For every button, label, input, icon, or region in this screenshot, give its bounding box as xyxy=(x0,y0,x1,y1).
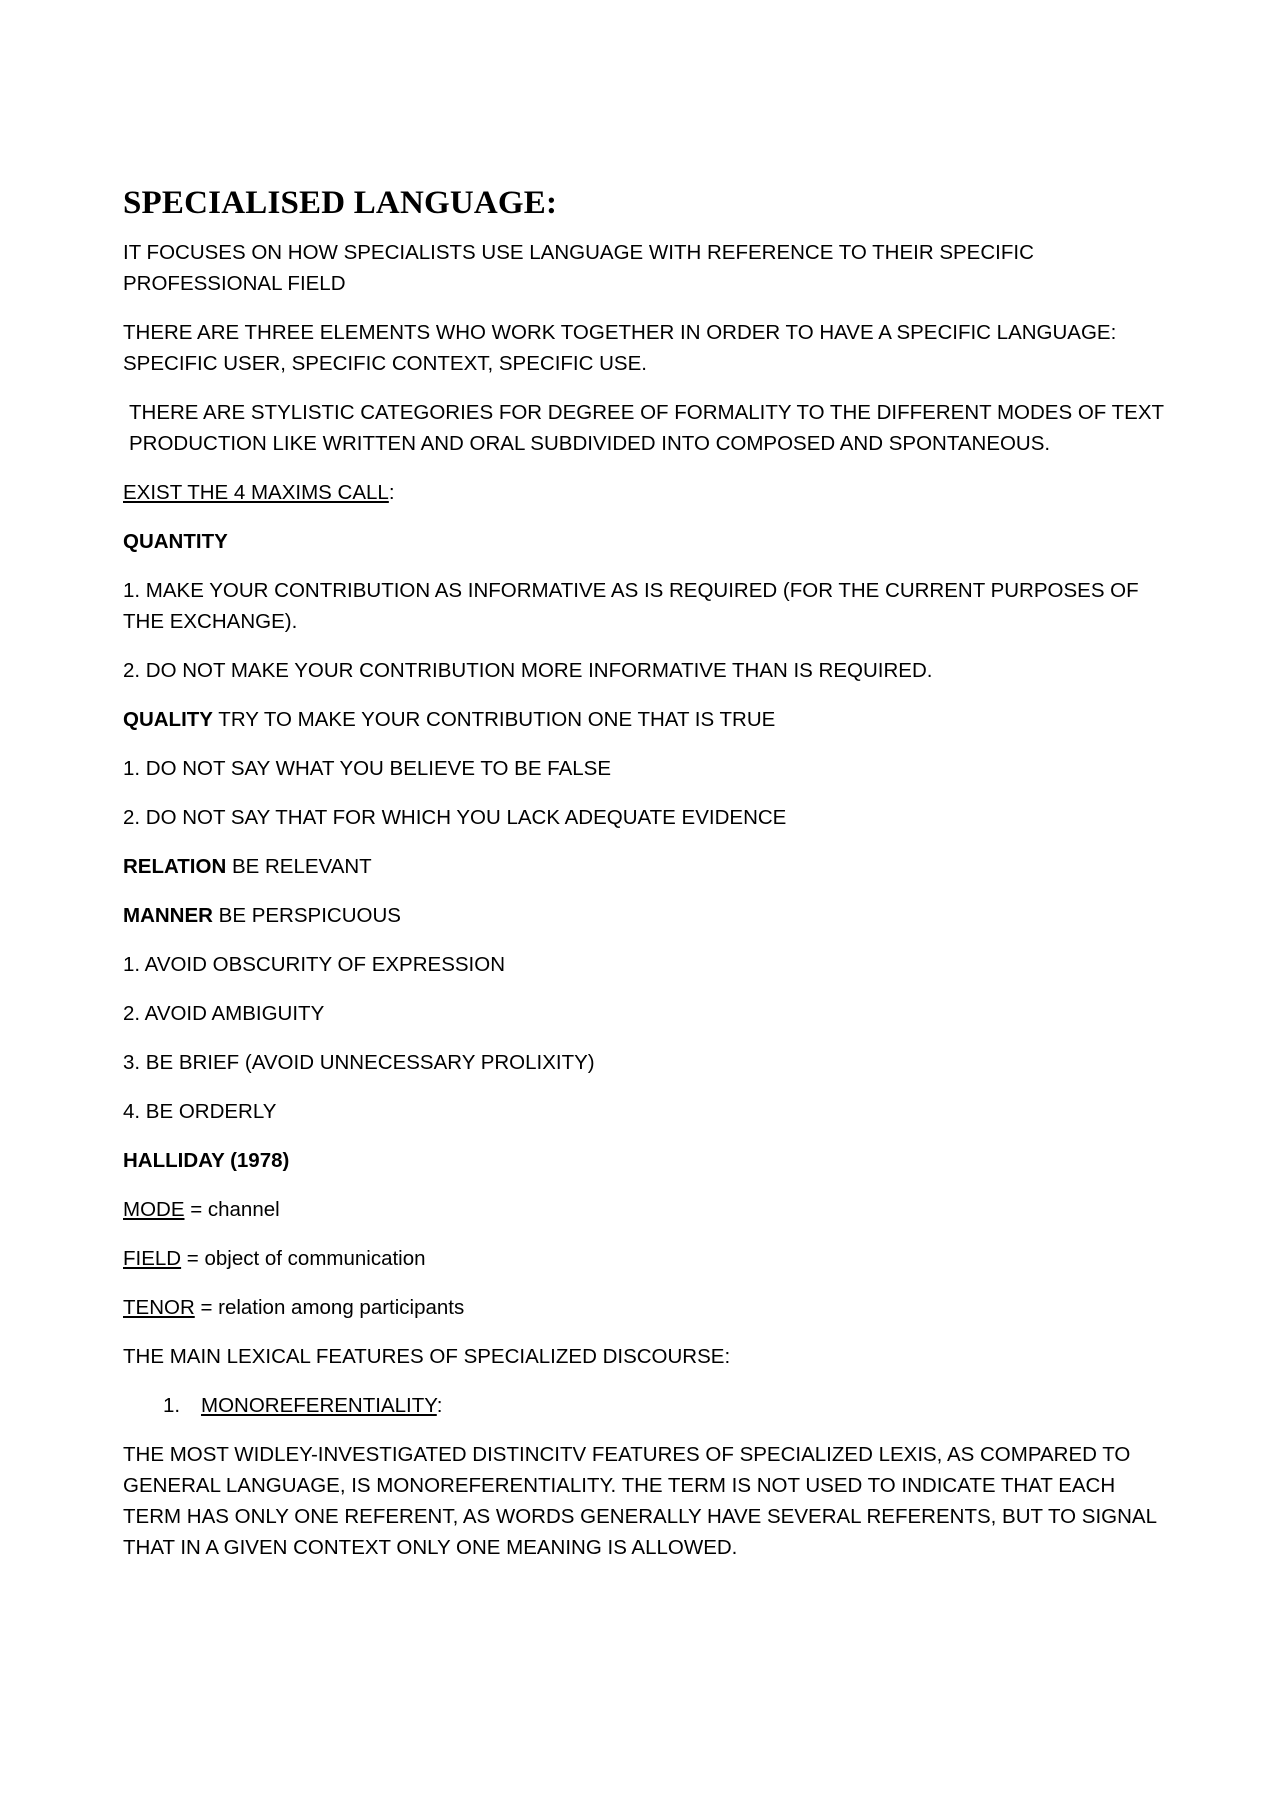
relation-label: RELATION xyxy=(123,855,227,878)
document-page xyxy=(123,183,1168,1581)
manner-item-2: 2. AVOID AMBIGUITY xyxy=(123,1002,325,1025)
quality-item-1: 1. DO NOT SAY WHAT YOU BELIEVE TO BE FALSE xyxy=(123,757,611,780)
relation-text: BE RELEVANT xyxy=(226,855,372,878)
quality-line xyxy=(123,704,1168,735)
halliday-term-field xyxy=(123,1243,1168,1274)
closing-paragraph: THE MOST WIDLEY-INVESTIGATED DISTINCITV FEATURES OF SPECIALIZED LEXIS, AS COMPARED TO GENERAL LANGUAGE, IS MONOREFERENTIALITY. THE TERM IS NOT USED TO INDICATE THAT EACH TERM HAS ONLY ONE REFERENT, AS WORDS GENERALLY HAVE SEVERAL REFERENTS, BUT TO SIGNAL THAT IN A GIVEN CONTEXT ONLY ONE MEANING IS ALLOWED. xyxy=(123,1443,1157,1559)
intro-paragraph-3: THERE ARE STYLISTIC CATEGORIES FOR DEGREE OF FORMALITY TO THE DIFFERENT MODES OF TEXT PRODUCTION LIKE WRITTEN AND ORAL SUBDIVIDED INTO COMPOSED AND SPONTANEOUS. xyxy=(129,401,1164,455)
quality-label: QUALITY xyxy=(123,708,213,731)
term-label: TENOR xyxy=(123,1296,195,1319)
term-label: MODE xyxy=(123,1198,185,1221)
relation-line xyxy=(123,851,1168,882)
intro-paragraph-1: IT FOCUSES ON HOW SPECIALISTS USE LANGUAGE WITH REFERENCE TO THEIR SPECIFIC PROFESSIONAL FIELD xyxy=(123,241,1034,295)
manner-label: MANNER xyxy=(123,904,213,927)
quantity-item-2: 2. DO NOT MAKE YOUR CONTRIBUTION MORE INFORMATIVE THAN IS REQUIRED. xyxy=(123,659,933,682)
manner-item-3: 3. BE BRIEF (AVOID UNNECESSARY PROLIXITY) xyxy=(123,1051,595,1074)
term-definition: = relation among participants xyxy=(194,1296,465,1319)
halliday-term-tenor xyxy=(123,1292,1168,1323)
quality-item-2: 2. DO NOT SAY THAT FOR WHICH YOU LACK ADEQUATE EVIDENCE xyxy=(123,806,787,829)
maxims-heading-text: EXIST THE 4 MAXIMS CALL xyxy=(123,481,389,504)
manner-line xyxy=(123,900,1168,931)
numbered-list-item xyxy=(123,1390,1168,1421)
quantity-item-1: 1. MAKE YOUR CONTRIBUTION AS INFORMATIVE AS IS REQUIRED (FOR THE CURRENT PURPOSES OF THE EXCHANGE). xyxy=(123,579,1139,633)
list-item-colon: : xyxy=(436,1394,443,1417)
intro-paragraph-2: THERE ARE THREE ELEMENTS WHO WORK TOGETHER IN ORDER TO HAVE A SPECIFIC LANGUAGE: SPECIFIC USER, SPECIFIC CONTEXT, SPECIFIC USE. xyxy=(123,321,1117,375)
term-definition: = channel xyxy=(184,1198,280,1221)
document-title: SPECIALISED LANGUAGE: xyxy=(123,185,558,221)
quality-text: TRY TO MAKE YOUR CONTRIBUTION ONE THAT IS TRUE xyxy=(212,708,776,731)
manner-text: BE PERSPICUOUS xyxy=(212,904,401,927)
maxims-heading xyxy=(123,477,1168,508)
term-label: FIELD xyxy=(123,1247,182,1270)
quantity-label: QUANTITY xyxy=(123,530,228,553)
lexical-heading: THE MAIN LEXICAL FEATURES OF SPECIALIZED DISCOURSE: xyxy=(123,1345,731,1368)
manner-item-4: 4. BE ORDERLY xyxy=(123,1100,277,1123)
manner-item-1: 1. AVOID OBSCURITY OF EXPRESSION xyxy=(123,953,506,976)
halliday-heading: HALLIDAY (1978) xyxy=(123,1149,290,1172)
list-item-label: MONOREFERENTIALITY xyxy=(201,1394,437,1417)
maxims-heading-colon: : xyxy=(388,481,395,504)
term-definition: = object of communication xyxy=(181,1247,426,1270)
halliday-term-mode xyxy=(123,1194,1168,1225)
list-number: 1. xyxy=(163,1394,181,1417)
